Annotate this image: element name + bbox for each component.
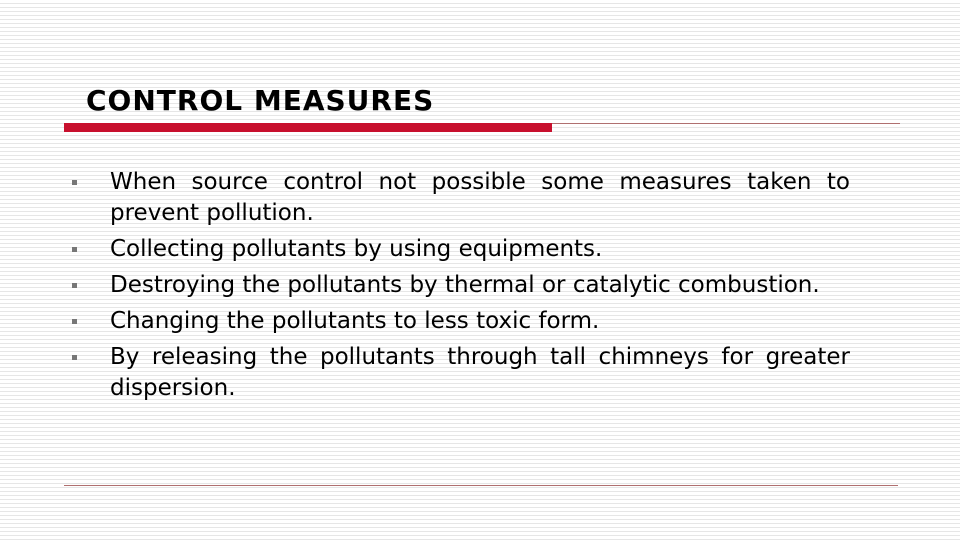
square-bullet-icon [72,247,77,252]
bullet-text: Collecting pollutants by using equipments. [110,236,603,262]
square-bullet-icon [72,283,77,288]
list-item [70,234,850,265]
list-item [70,306,850,337]
square-bullet-icon [72,180,77,185]
square-bullet-icon [72,319,77,324]
list-item [70,342,850,404]
title-accent-bar [64,123,552,132]
footer-divider-line [64,485,898,486]
bullet-text: Changing the pollutants to less toxic form. [110,308,600,334]
slide-title: CONTROL MEASURES [86,84,435,117]
list-item [70,167,850,229]
square-bullet-icon [72,355,77,360]
bullet-list [70,167,850,409]
title-divider-line [552,123,900,124]
bullet-text: By releasing the pollutants through tall chimneys for greater dispersion. [110,344,850,401]
bullet-text: When source control not possible some measures taken to prevent pollution. [110,169,850,226]
bullet-text: Destroying the pollutants by thermal or catalytic combustion. [110,272,820,298]
list-item [70,270,850,301]
